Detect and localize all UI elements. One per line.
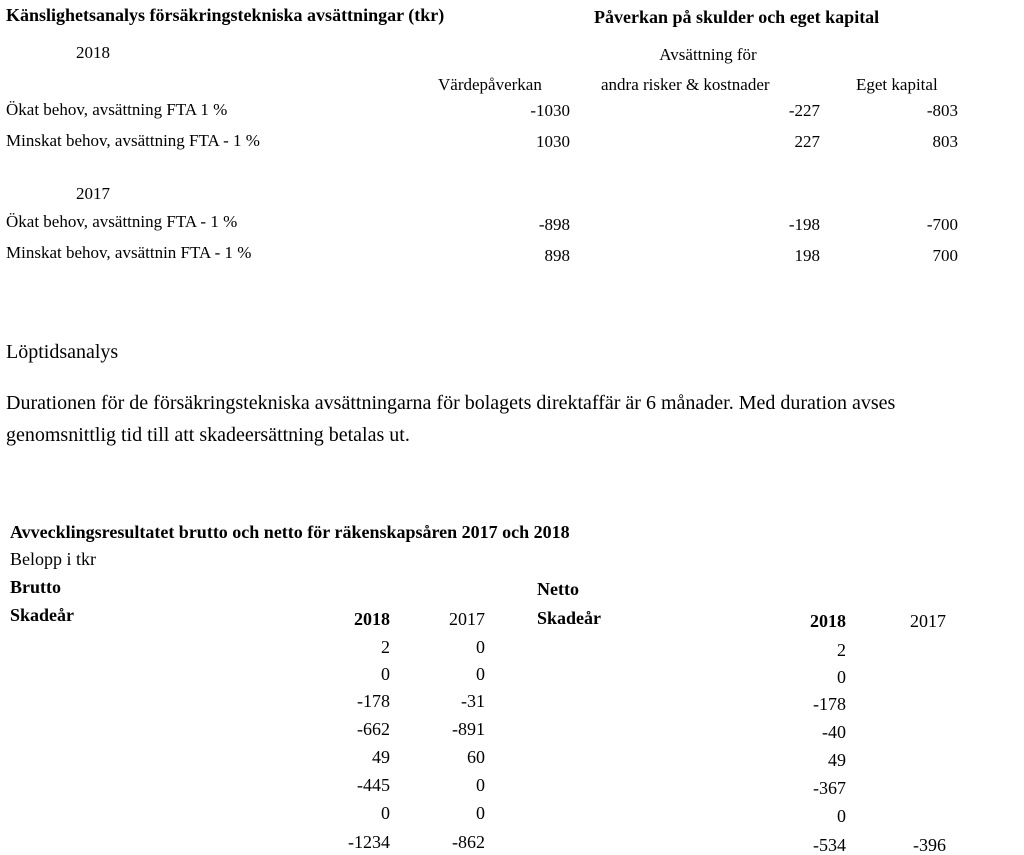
net-2018-cell: -367	[813, 778, 846, 798]
net-2018-cell: 0	[837, 667, 846, 687]
gross-label: Brutto	[10, 577, 61, 597]
gross-2018-cell: 49	[372, 747, 390, 767]
equity-cell: -700	[926, 215, 958, 234]
value-impact-header: Värdepåverkan	[438, 75, 542, 94]
net-claim-year-header: Skadeår	[537, 608, 602, 628]
gross-2018-cell: 0	[381, 803, 390, 823]
provision-cell: 198	[794, 246, 820, 265]
gross-2017-cell: 0	[476, 803, 485, 823]
settlement-unit: Belopp i tkr	[10, 549, 96, 569]
gross-2017-header: 2017	[449, 609, 485, 629]
value-impact-cell: -898	[538, 215, 570, 234]
net-2018-cell: -178	[813, 694, 846, 714]
duration-text-line1: Durationen för de försäkringstekniska avsättningarna för bolagets direktaffär är 6 månader. Med duration avses	[6, 392, 896, 414]
impact-title: Påverkan på skulder och eget kapital	[594, 7, 880, 27]
gross-2018-header: 2018	[354, 609, 390, 629]
gross-2018-cell: -1234	[348, 832, 390, 852]
settlement-title: Avvecklingsresultatet brutto och netto för räkenskapsåren 2017 och 2018	[10, 522, 570, 542]
gross-2017-cell: -862	[452, 832, 485, 852]
gross-2018-cell: -662	[357, 719, 390, 739]
gross-claim-year-header: Skadeår	[10, 605, 75, 625]
sensitivity-row-label: Ökat behov, avsättning FTA - 1 %	[6, 212, 238, 231]
equity-cell: 803	[932, 132, 958, 151]
net-2018-cell: -534	[813, 835, 846, 855]
gross-2018-cell: -445	[357, 775, 390, 795]
value-impact-cell: -1030	[530, 101, 570, 120]
duration-heading: Löptidsanalys	[6, 341, 119, 363]
sensitivity-row-label: Ökat behov, avsättning FTA 1 %	[6, 100, 228, 119]
net-2018-cell: -40	[822, 722, 846, 742]
sensitivity-row-label: Minskat behov, avsättnin FTA - 1 %	[6, 243, 252, 262]
gross-2018-cell: 0	[381, 664, 390, 684]
gross-2017-cell: -31	[461, 691, 485, 711]
provision-cell: 227	[794, 132, 820, 151]
equity-header: Eget kapital	[856, 75, 938, 94]
equity-cell: -803	[926, 101, 958, 120]
provision-header-line1: Avsättning för	[659, 45, 757, 64]
sensitivity-row-label: Minskat behov, avsättning FTA - 1 %	[6, 131, 260, 150]
gross-2017-cell: 0	[476, 775, 485, 795]
net-2017-header: 2017	[910, 611, 946, 631]
sensitivity-year-2017: 2017	[76, 184, 110, 203]
sensitivity-title: Känslighetsanalys försäkringstekniska avsättningar (tkr)	[6, 5, 445, 25]
gross-2017-cell: 0	[476, 637, 485, 657]
net-label: Netto	[537, 579, 579, 599]
provision-header-line2: andra risker & kostnader	[601, 75, 770, 94]
provision-cell: -198	[788, 215, 820, 234]
gross-2017-cell: 60	[467, 747, 485, 767]
value-impact-cell: 898	[544, 246, 570, 265]
duration-text-line2: genomsnittlig tid till att skadeersättning betalas ut.	[6, 424, 410, 446]
gross-2018-cell: -178	[357, 691, 390, 711]
net-2017-cell: -396	[913, 835, 946, 855]
gross-2017-cell: 0	[476, 664, 485, 684]
net-2018-cell: 0	[837, 806, 846, 826]
net-2018-cell: 2	[837, 640, 846, 660]
value-impact-cell: 1030	[536, 132, 570, 151]
gross-2018-cell: 2	[381, 637, 390, 657]
provision-cell: -227	[788, 101, 820, 120]
sensitivity-year-2018: 2018	[76, 43, 110, 62]
net-2018-cell: 49	[828, 750, 846, 770]
gross-2017-cell: -891	[452, 719, 485, 739]
net-2018-header: 2018	[810, 611, 846, 631]
equity-cell: 700	[932, 246, 958, 265]
